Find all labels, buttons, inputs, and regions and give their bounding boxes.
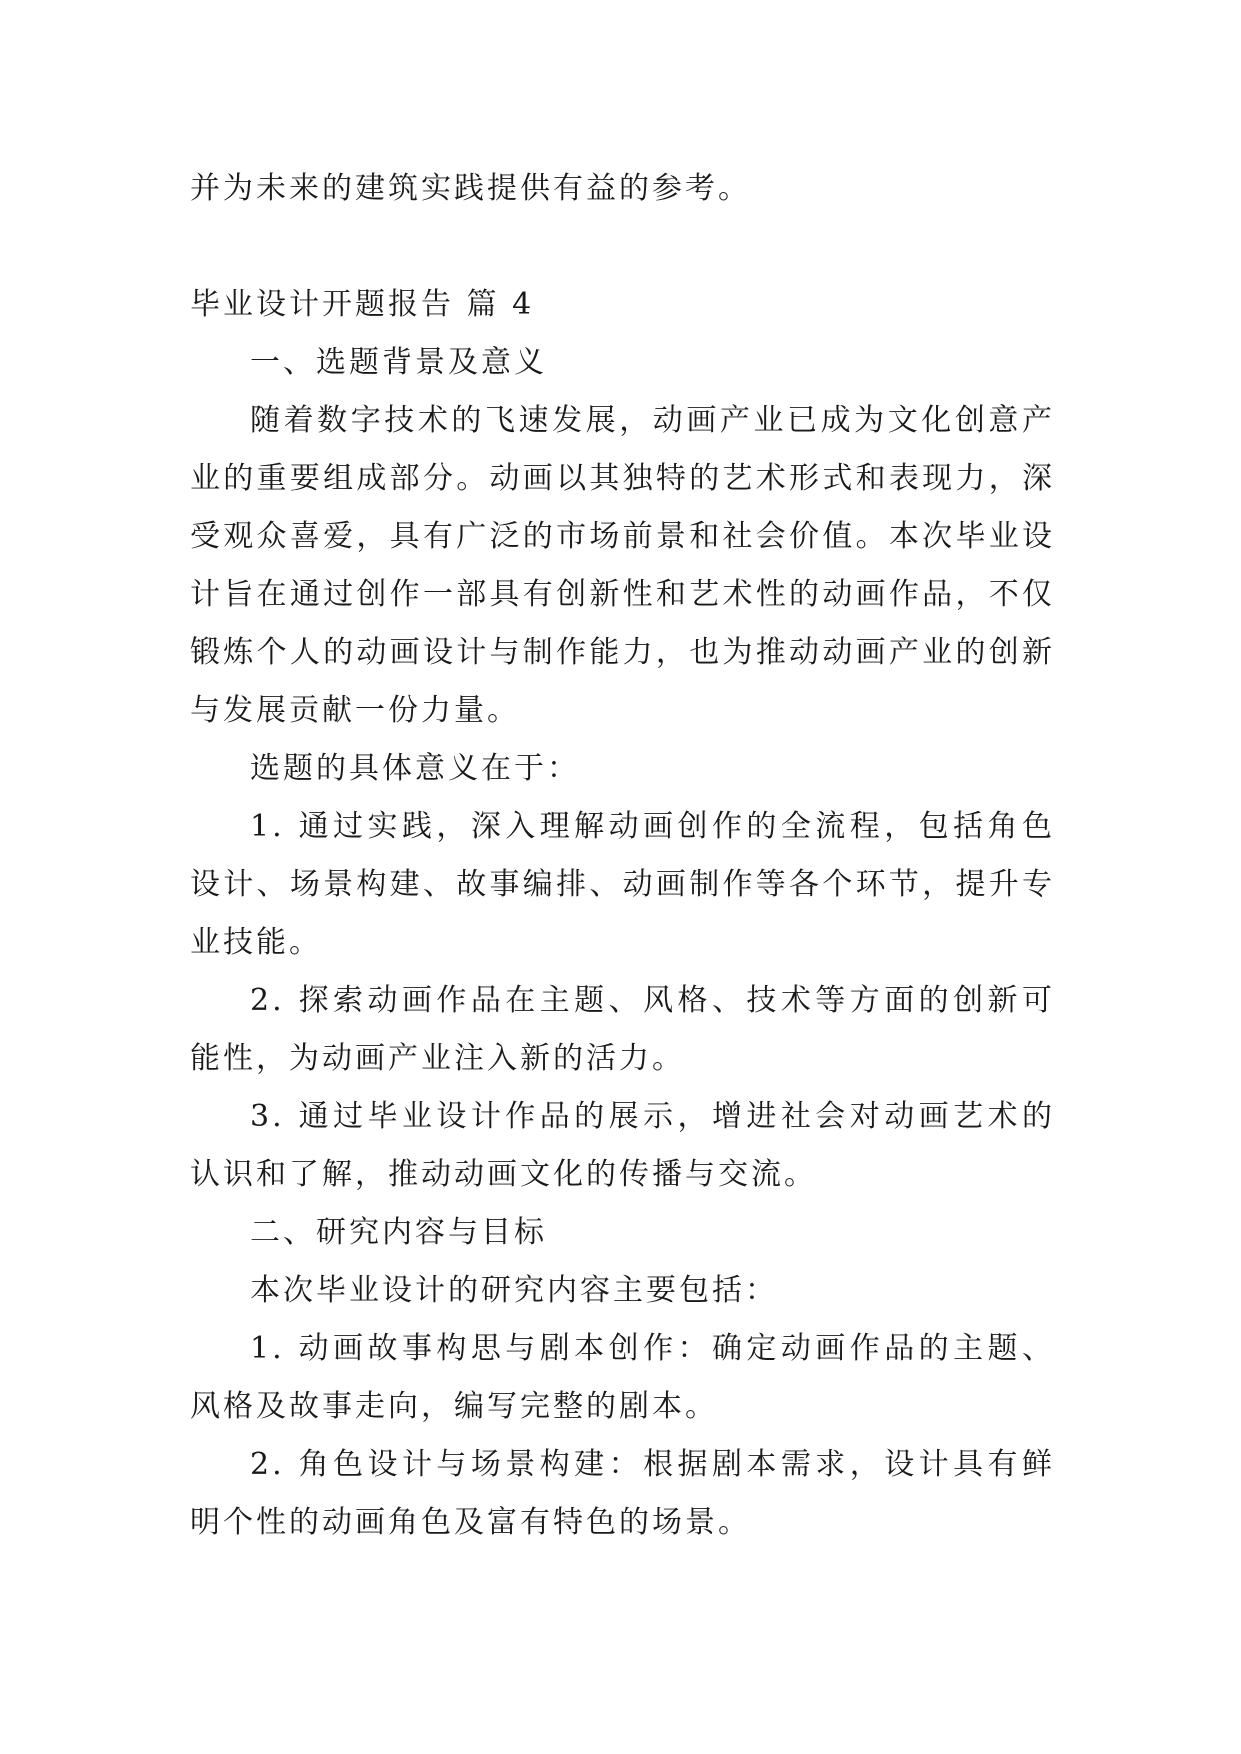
paragraph-significance-intro: 选题的具体意义在于： xyxy=(250,751,580,786)
heading-background: 一、选题背景及意义 xyxy=(250,345,547,380)
heading-research-content: 二、研究内容与目标 xyxy=(250,1215,547,1250)
list-item-significance-1: 1. 通过实践，深入理解动画创作的全流程，包括角色设计、场景构建、故事编排、动画制作等各个环节，提升专业技能。 xyxy=(190,809,1055,960)
paragraph-background: 随着数字技术的飞速发展，动画产业已成为文化创意产业的重要组成部分。动画以其独特的艺术形式和表现力，深受观众喜爱，具有广泛的市场前景和社会价值。本次毕业设计旨在通过创作一部具有创新性和艺术性的动画作品，不仅锻炼个人的动画设计与制作能力，也为推动动画产业的创新与发展贡献一份力量。 xyxy=(190,403,1055,728)
continuation-block xyxy=(190,160,1055,218)
section-body xyxy=(190,276,1055,1552)
section-title: 毕业设计开题报告 篇 4 xyxy=(190,287,535,322)
continuation-paragraph: 并为未来的建筑实践提供有益的参考。 xyxy=(190,171,751,206)
list-item-significance-2: 2. 探索动画作品在主题、风格、技术等方面的创新可能性，为动画产业注入新的活力。 xyxy=(190,983,1055,1076)
list-item-research-1: 1. 动画故事构思与剧本创作：确定动画作品的主题、风格及故事走向，编写完整的剧本。 xyxy=(190,1331,1055,1424)
list-item-research-2: 2. 角色设计与场景构建：根据剧本需求，设计具有鲜明个性的动画角色及富有特色的场景。 xyxy=(190,1447,1055,1540)
list-item-significance-3: 3. 通过毕业设计作品的展示，增进社会对动画艺术的认识和了解，推动动画文化的传播与交流。 xyxy=(190,1099,1055,1192)
paragraph-research-intro: 本次毕业设计的研究内容主要包括： xyxy=(250,1273,778,1308)
